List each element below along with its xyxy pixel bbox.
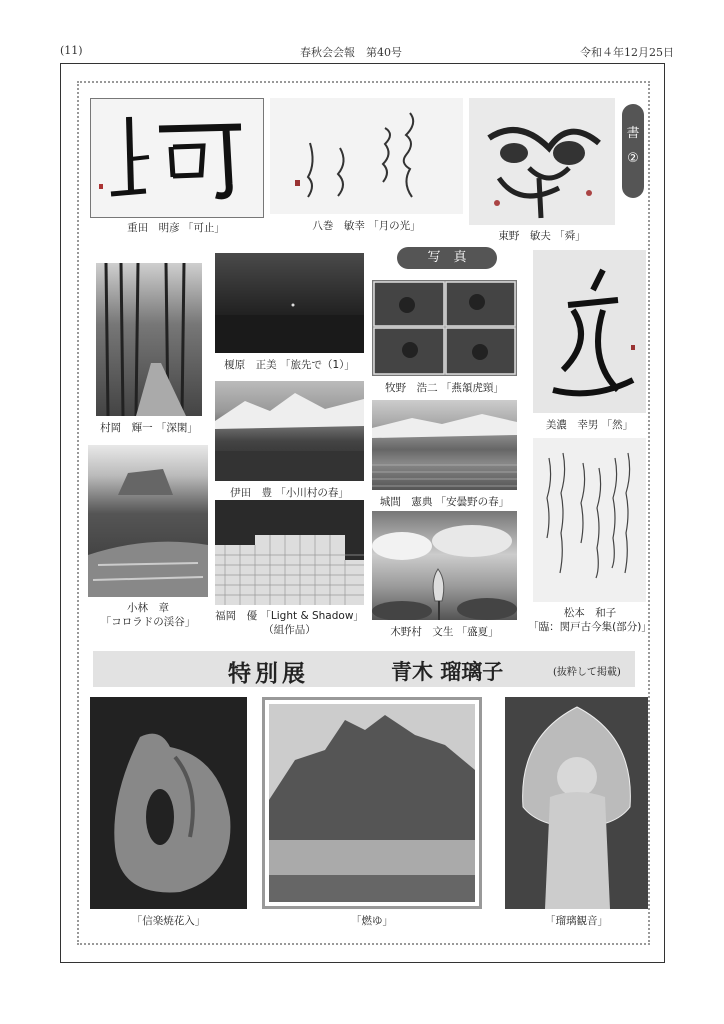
calligraphy-sekido-image xyxy=(533,438,646,602)
caption-calligraphy-2: 八巻 敏幸 「月の光」 xyxy=(312,220,421,232)
photo-light-shadow-image xyxy=(215,500,364,605)
caption-work-2: 「燃ゆ」 xyxy=(351,915,393,927)
work-moyu-painting-image xyxy=(262,697,482,909)
calligraphy-kashi-image xyxy=(90,98,264,218)
photo-section-badge: 写 真 xyxy=(397,247,497,269)
caption-calligraphy-4: 美濃 幸男 「然」 xyxy=(545,419,634,431)
work-shigaraki-vase-image xyxy=(90,697,247,909)
photo-tabisaki-image xyxy=(215,253,364,353)
special-exhibition-banner xyxy=(93,651,635,687)
newsletter-title: 春秋会会報 第40号 xyxy=(300,46,402,59)
caption-work-3: 「瑠璃観音」 xyxy=(545,915,608,927)
work-ruri-kannon-image xyxy=(505,697,648,909)
caption-photo-2: 榎原 正美 「旅先で（1）」 xyxy=(224,359,355,371)
caption-calligraphy-5 xyxy=(525,606,655,634)
caption-photo-1: 村岡 輝一 「深閑」 xyxy=(100,422,198,434)
caption-photo-6-line2: 「コロラドの渓谷」 xyxy=(100,616,196,628)
caption-photo-7-line1: 福岡 優 「Light & Shadow」 xyxy=(215,610,364,622)
calligraphy-number: ② xyxy=(627,151,639,166)
photo-forest-image xyxy=(96,263,202,416)
caption-photo-8: 木野村 文生 「盛夏」 xyxy=(390,626,499,638)
photo-azumino-image xyxy=(372,400,517,490)
photo-swallows-image xyxy=(372,280,517,376)
special-exhibition-title: 特別展 xyxy=(228,661,309,687)
caption-calligraphy-5-line2: 「臨：関戸古今集(部分)」 xyxy=(528,621,652,633)
photo-seika-image xyxy=(372,511,517,620)
issue-date: 令和４年12月25日 xyxy=(580,46,674,59)
photo-colorado-image xyxy=(88,445,208,597)
caption-photo-6-line1: 小林 章 xyxy=(127,602,169,614)
caption-photo-5: 城間 憲典 「安曇野の春」 xyxy=(379,496,510,508)
caption-calligraphy-3: 東野 敏夫 「舜」 xyxy=(498,230,586,242)
special-exhibition-note: (抜粋して掲載) xyxy=(553,667,621,678)
calligraphy-label: 書 xyxy=(626,126,640,141)
page-number: (11) xyxy=(60,44,83,57)
calligraphy-shun-image xyxy=(469,98,615,225)
caption-calligraphy-5-line1: 松本 和子 xyxy=(563,607,617,619)
caption-photo-4: 伊田 豊 「小川村の春」 xyxy=(230,487,349,499)
caption-work-1: 「信楽焼花入」 xyxy=(131,915,206,927)
calligraphy-tsukinohikari-image xyxy=(270,98,463,214)
photo-ogawamura-image xyxy=(215,381,364,481)
caption-calligraphy-1: 重田 明彦 「可止」 xyxy=(127,222,225,234)
calligraphy-zen-image xyxy=(533,250,646,413)
caption-photo-7 xyxy=(215,609,364,637)
caption-photo-6 xyxy=(88,601,208,629)
caption-photo-7-line2: （組作品） xyxy=(263,624,316,636)
special-exhibition-artist: 青木 瑠璃子 xyxy=(391,660,504,684)
caption-photo-3: 牧野 浩二 「燕頷虎頸」 xyxy=(385,382,504,394)
calligraphy-section-badge xyxy=(622,104,644,198)
